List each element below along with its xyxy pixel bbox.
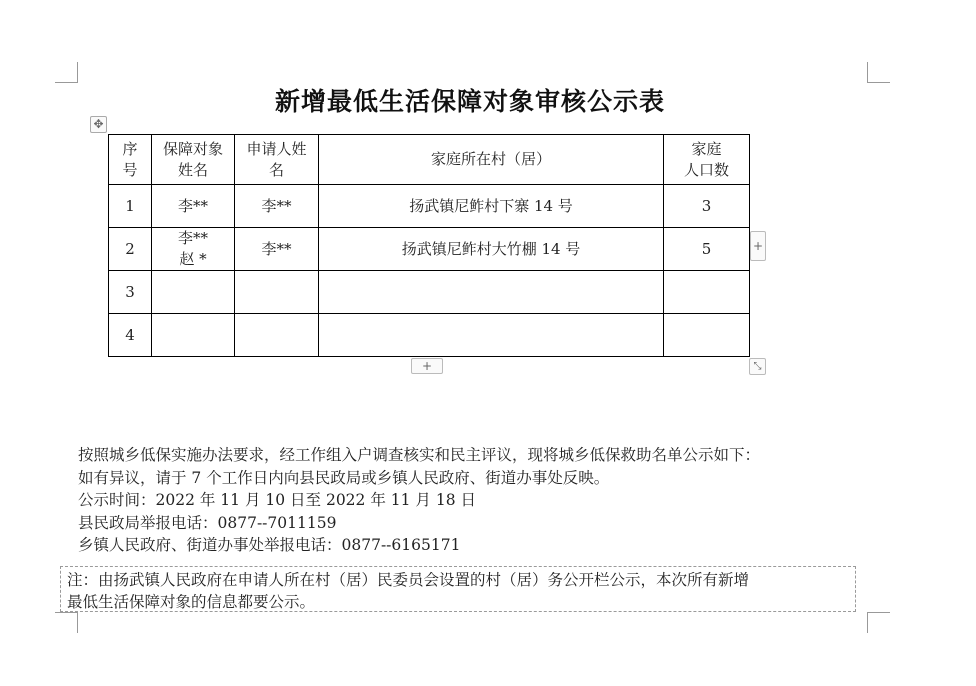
add-row-button[interactable]: + (411, 358, 443, 374)
cell-applicant[interactable]: 李** (235, 185, 319, 228)
cell-family-size[interactable] (664, 314, 750, 357)
page-corner-mark-bottom-left (55, 612, 78, 633)
cell-village[interactable] (319, 314, 664, 357)
add-column-button[interactable]: + (750, 231, 766, 261)
page-corner-mark-top-right (867, 62, 890, 83)
beneficiary-name: 李** (177, 196, 208, 215)
note-line: 最低生活保障对象的信息都要公示。 (67, 593, 316, 611)
county-hotline: 县民政局举报电话：0877--7011159 (78, 513, 337, 532)
beneficiary-name: 赵 * (179, 250, 207, 268)
body-line: 按照城乡低保实施办法要求，经工作组入户调查核实和民主评议，现将城乡低保救助名单公示如下： (78, 446, 761, 464)
header-family-line2: 人口数 (683, 160, 729, 179)
header-family-size (664, 135, 750, 185)
cell-family-size[interactable]: 3 (664, 185, 750, 228)
header-index-line1: 序 (122, 139, 138, 158)
page-corner-mark-bottom-right (867, 612, 890, 633)
header-index (109, 135, 152, 185)
notice-table (108, 134, 750, 357)
header-village: 家庭所在村（居） (319, 135, 664, 185)
note-text-box[interactable] (60, 566, 856, 612)
cell-beneficiary[interactable] (152, 271, 235, 314)
header-applicant-name (235, 135, 319, 185)
cell-village[interactable] (319, 271, 664, 314)
township-hotline: 乡镇人民政府、街道办事处举报电话：0877--6165171 (78, 536, 461, 554)
note-line: 注：由扬武镇人民政府在申请人所在村（居）民委员会设置的村（居）务公开栏公示，本次所有新增 (67, 571, 750, 589)
body-line: 如有异议，请于 7 个工作日内向县民政局或乡镇人民政府、街道办事处反映。 (78, 468, 610, 487)
cell-beneficiary[interactable] (152, 228, 235, 271)
page-corner-mark-top-left (55, 62, 78, 83)
header-beneficiary-line1: 保障对象 (162, 139, 223, 158)
publicity-period: 公示时间：2022 年 11 月 10 日至 2022 年 11 月 18 日 (78, 491, 476, 509)
cell-applicant[interactable] (235, 271, 319, 314)
cell-index[interactable]: 4 (109, 314, 152, 357)
header-applicant-line1: 申请人姓 (246, 139, 307, 158)
cell-index[interactable]: 3 (109, 271, 152, 314)
notice-body (78, 444, 878, 557)
table-header-row (109, 135, 750, 185)
table-row (109, 314, 750, 357)
table-row (109, 271, 750, 314)
table-row (109, 185, 750, 228)
header-applicant-line2: 名 (268, 160, 284, 179)
cell-index[interactable]: 2 (109, 228, 152, 271)
cell-village[interactable]: 扬武镇尼鲊村大竹棚 14 号 (319, 228, 664, 271)
header-index-line2: 号 (122, 160, 138, 179)
cell-village[interactable]: 扬武镇尼鲊村下寨 14 号 (319, 185, 664, 228)
cell-applicant[interactable]: 李** (235, 228, 319, 271)
document-title: 新增最低生活保障对象审核公示表 (274, 87, 665, 116)
cell-family-size[interactable] (664, 271, 750, 314)
header-beneficiary-line2: 姓名 (177, 160, 208, 179)
beneficiary-name: 李** (177, 229, 208, 247)
table-row (109, 228, 750, 271)
cell-family-size[interactable]: 5 (664, 228, 750, 271)
cell-applicant[interactable] (235, 314, 319, 357)
header-family-line1: 家庭 (691, 139, 722, 158)
cell-beneficiary[interactable] (152, 185, 235, 228)
cell-beneficiary[interactable] (152, 314, 235, 357)
header-beneficiary-name (152, 135, 235, 185)
table-move-icon[interactable]: ✥ (90, 116, 107, 133)
cell-index[interactable]: 1 (109, 185, 152, 228)
table-resize-icon[interactable]: ⤡ (749, 358, 766, 375)
